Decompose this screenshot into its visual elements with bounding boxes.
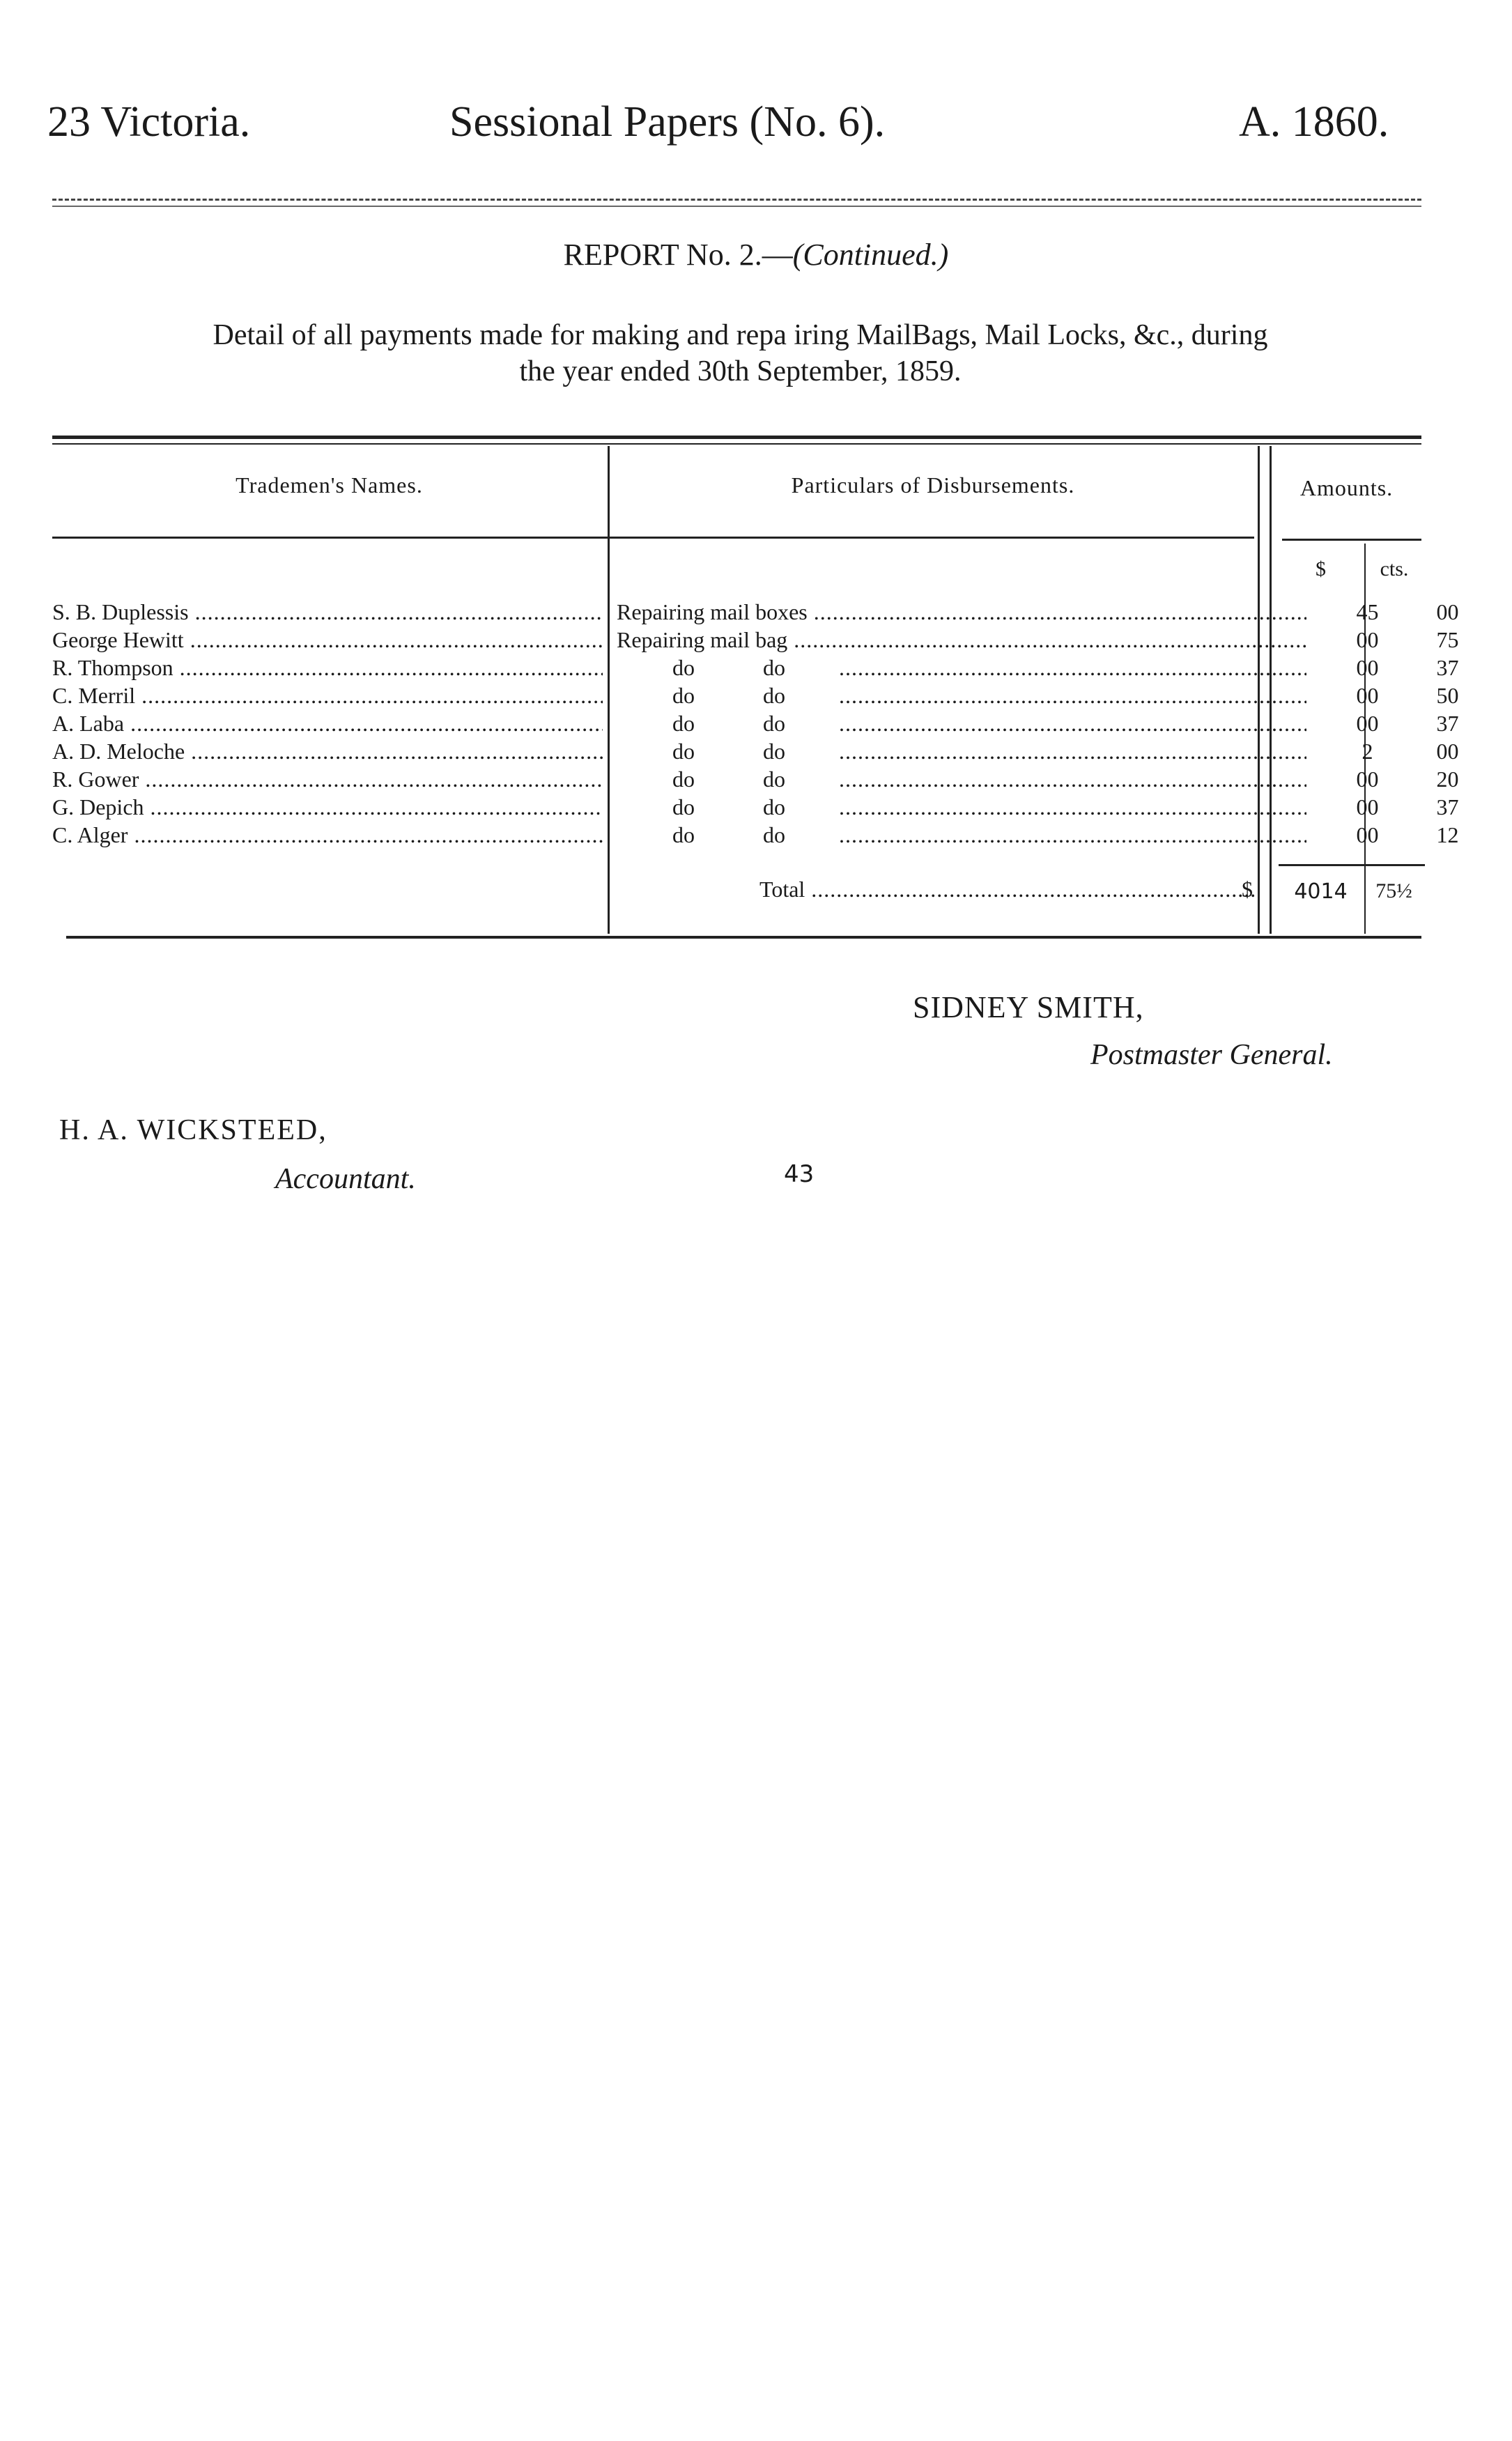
amount-dollars: 2 (1361, 739, 1373, 764)
amount-dollars: 00 (1356, 767, 1379, 792)
tradesman-name: G. Depich ..... (52, 793, 603, 821)
amount-dollars: 45 (1356, 599, 1379, 624)
ditto-mark: do (763, 822, 785, 847)
dollars-unit: $ (1316, 557, 1326, 580)
ditto-mark: do (763, 655, 785, 680)
column-header-particulars: Particulars of Disbursements. (791, 472, 1075, 498)
signatory-name: SIDNEY SMITH, (913, 990, 1144, 1024)
table-row (52, 765, 1459, 793)
accountant-name: H. A. WICKSTEED, (59, 1114, 327, 1146)
disbursement-particulars (617, 793, 1306, 821)
ditto-mark: do (763, 739, 785, 764)
column-header-names: Trademen's Names. (236, 472, 423, 498)
table-row (52, 626, 1459, 654)
tradesman-name: C. Merril ..... (52, 682, 603, 709)
disbursement-particulars: Repairing mail bag ..... (617, 626, 1306, 654)
header-volume: 23 Victoria. (47, 98, 251, 146)
amount-cents: 20 (1436, 767, 1459, 792)
ditto-mark: do (672, 739, 695, 764)
amount-cents: 37 (1436, 655, 1459, 680)
amount-dollars: 00 (1356, 683, 1379, 708)
cents-unit: cts. (1380, 557, 1409, 580)
report-number: REPORT No. 2.— (563, 238, 793, 272)
total-label: Total ..... (759, 877, 1254, 902)
total-dollars: 4014 (1294, 879, 1348, 904)
tradesman-name: R. Thompson ..... (52, 654, 603, 682)
disbursement-particulars (617, 737, 1306, 765)
header-year: A. 1860. (1239, 98, 1389, 146)
accountant-title: Accountant. (275, 1163, 416, 1195)
report-continued: (Continued.) (792, 238, 949, 272)
disbursement-particulars (617, 765, 1306, 793)
report-description (49, 317, 1432, 390)
amount-cents: 00 (1436, 599, 1459, 624)
table-bottom-rule (66, 936, 1421, 939)
amount-cents: 75 (1436, 627, 1459, 652)
disbursement-particulars: Repairing mail boxes ..... (617, 598, 1306, 626)
header-rule-thin (52, 206, 1421, 207)
table-row (52, 737, 1459, 765)
ditto-mark: do (672, 767, 695, 792)
disbursement-particulars (617, 709, 1306, 737)
total-rule (1279, 864, 1425, 866)
ditto-mark: do (763, 711, 785, 736)
amount-dollars: 00 (1356, 711, 1379, 736)
tradesman-name: R. Gower ..... (52, 765, 603, 793)
header-rule (52, 199, 1421, 201)
table-header-rule (52, 537, 1254, 539)
table-row (52, 709, 1459, 737)
column-header-amounts: Amounts. (1299, 475, 1394, 500)
tradesman-name: S. B. Duplessis ..... (52, 598, 603, 626)
table-top-rule-thin (52, 443, 1421, 445)
total-cents: 75½ (1375, 879, 1412, 902)
amount-header-rule (1282, 539, 1421, 541)
ditto-mark: do (763, 794, 785, 819)
amount-cents: 00 (1436, 739, 1459, 764)
disbursement-particulars (617, 654, 1306, 682)
amount-cents: 12 (1436, 822, 1459, 847)
table-row (52, 654, 1459, 682)
report-title (0, 237, 1512, 272)
report-description-line2: the year ended 30th September, 1859. (519, 355, 962, 387)
header-series: Sessional Papers (No. 6). (449, 98, 886, 146)
amount-dollars: 00 (1356, 655, 1379, 680)
table-row (52, 682, 1459, 709)
ditto-mark: do (672, 794, 695, 819)
tradesman-name: George Hewitt ..... (52, 626, 603, 654)
page-number: 43 (784, 1160, 815, 1188)
signatory-title: Postmaster General. (1090, 1039, 1333, 1071)
table-row (52, 821, 1459, 849)
ditto-mark: do (763, 683, 785, 708)
ditto-mark: do (763, 767, 785, 792)
tradesman-name: C. Alger ..... (52, 821, 603, 849)
ditto-mark: do (672, 655, 695, 680)
amount-cents: 50 (1436, 683, 1459, 708)
amount-dollars: 00 (1356, 794, 1379, 819)
disbursement-particulars (617, 821, 1306, 849)
tradesman-name: A. D. Meloche ..... (52, 737, 603, 765)
amount-cents: 37 (1436, 711, 1459, 736)
amount-dollars: 00 (1356, 627, 1379, 652)
disbursement-particulars (617, 682, 1306, 709)
report-description-line1: Detail of all payments made for making and repa iring MailBags, Mail Locks, &c., during (213, 319, 1268, 351)
table-row (52, 598, 1459, 626)
ditto-mark: do (672, 711, 695, 736)
ditto-mark: do (672, 683, 695, 708)
total-currency-symbol: $ (1242, 877, 1253, 902)
tradesman-name: A. Laba ..... (52, 709, 603, 737)
amount-cents: 37 (1436, 794, 1459, 819)
ditto-mark: do (672, 822, 695, 847)
table-row (52, 793, 1459, 821)
table-top-rule (52, 436, 1421, 439)
amount-dollars: 00 (1356, 822, 1379, 847)
